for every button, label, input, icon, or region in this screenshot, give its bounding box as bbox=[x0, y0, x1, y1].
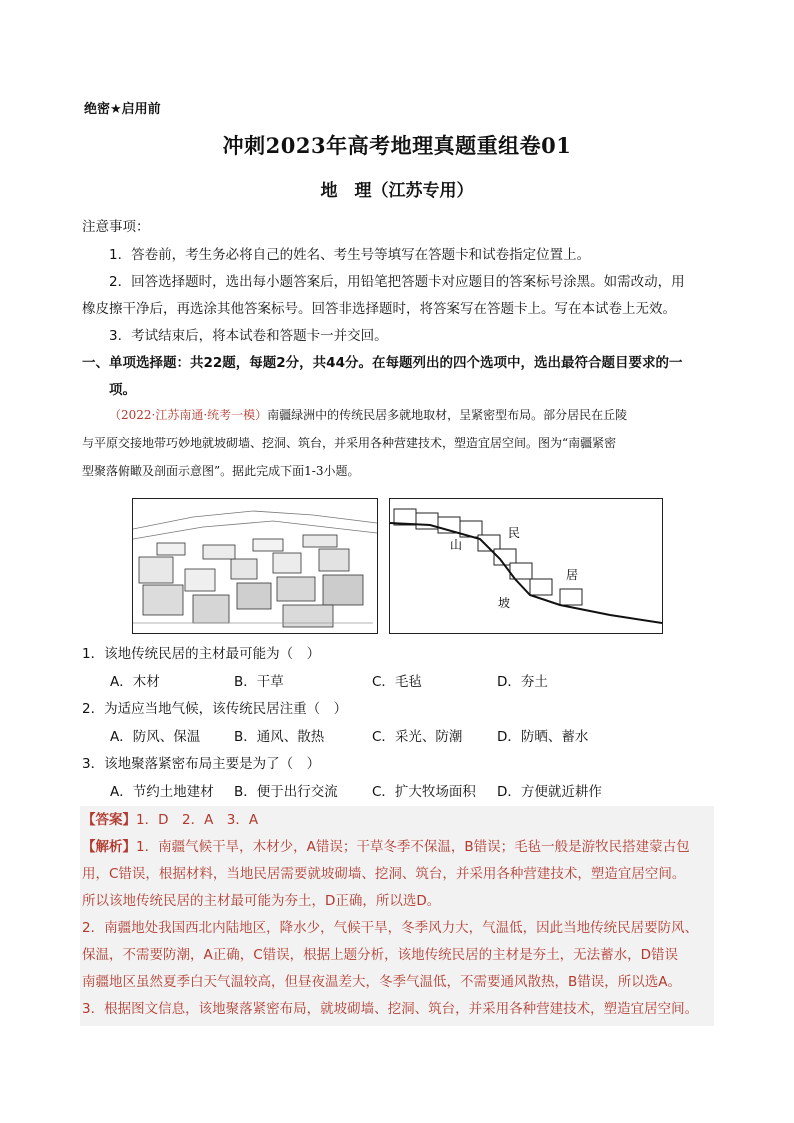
material-source: （2022·江苏南通·统考一模） bbox=[109, 408, 268, 422]
analysis-line bbox=[82, 833, 714, 861]
settlement-aerial-figure bbox=[132, 498, 378, 634]
question-2-option-c: C．采光、防潮 bbox=[372, 729, 463, 745]
question-1-option-a: A．木材 bbox=[110, 674, 160, 690]
analysis-line: 所以该地传统民居的主材最可能为夯土，D正确，所以选D。 bbox=[82, 893, 441, 909]
answer-text: 1．D 2．A 3．A bbox=[136, 812, 259, 828]
analysis-line: 3．根据图文信息，该地聚落紧密布局，就坡砌墙、挖洞、筑台，并采用各种营建技术，塑造宜居空间。 bbox=[82, 1001, 699, 1017]
material-text-1: 南疆绿洲中的传统民居多就地取材，呈紧密型布局。部分居民在丘陵 bbox=[267, 408, 628, 422]
analysis-line: 保温，不需要防潮，A正确，C错误，根据上题分析，该地传统民居的主材是夯土，无法蓄水，D错误 bbox=[82, 947, 679, 963]
notice-item: 1．答卷前，考生务必将自己的姓名、考生号等填写在答题卡和试卷指定位置上。 bbox=[109, 247, 591, 263]
question-3-option-c: C．扩大牧场面积 bbox=[372, 784, 476, 800]
question-1-option-c: C．毛毡 bbox=[372, 674, 422, 690]
notice-item-continued: 橡皮擦干净后，再选涂其他答案标号。回答非选择题时，将答案写在答题卡上。写在本试卷上无效。 bbox=[82, 301, 676, 317]
notice-item: 2．回答选择题时，选出每小题答案后，用铅笔把答题卡对应题目的答案标号涂黑。如需改动，用 bbox=[109, 274, 685, 290]
label-residence-1: 民 bbox=[508, 526, 521, 540]
section-heading-continued: 项。 bbox=[109, 382, 136, 398]
question-3-option-a: A．节约土地建材 bbox=[110, 784, 214, 800]
label-slope: 坡 bbox=[498, 596, 511, 610]
analysis-text: 1．南疆气候干旱，木材少，A错误；干草冬季不保温，B错误；毛毡一般是游牧民搭建蒙古包 bbox=[136, 839, 690, 855]
question-2-stem: 2．为适应当地气候，该传统民居注重（ ） bbox=[82, 701, 348, 717]
material-paragraph bbox=[82, 401, 718, 429]
question-2-option-b: B．通风、散热 bbox=[234, 729, 325, 745]
material-text-3: 型聚落俯瞰及剖面示意图”。据此完成下面1-3小题。 bbox=[82, 464, 360, 478]
question-3-option-b: B．便于出行交流 bbox=[234, 784, 338, 800]
question-3-stem: 3．该地聚落紧密布局主要是为了（ ） bbox=[82, 756, 321, 772]
question-2-option-d: D．防晒、蓄水 bbox=[497, 729, 589, 745]
notice-item: 3．考试结束后，将本试卷和答题卡一并交回。 bbox=[109, 328, 388, 344]
question-3-option-d: D．方便就近耕作 bbox=[497, 784, 602, 800]
settlement-section-figure bbox=[389, 498, 663, 634]
section-heading: 一、单项选择题：共22题，每题2分，共44分。在每题列出的四个选项中，选出最符合题目要求的一 bbox=[82, 355, 683, 371]
cross-section-diagram bbox=[390, 499, 662, 633]
question-1-option-b: B．干草 bbox=[234, 674, 284, 690]
analysis-line: 南疆地区虽然夏季白天气温较高，但昼夜温差大，冬季气温低，不需要通风散热，B错误，所以选A。 bbox=[82, 974, 681, 990]
analysis-line: 2．南疆地处我国西北内陆地区，降水少，气候干旱，冬季风力大，气温低，因此当地传统民居要防风、 bbox=[82, 920, 699, 936]
notice-heading: 注意事项： bbox=[82, 219, 150, 235]
question-1-stem: 1．该地传统民居的主材最可能为（ ） bbox=[82, 646, 321, 662]
aerial-sketch bbox=[133, 499, 377, 633]
answer-line bbox=[82, 806, 714, 834]
confidential-mark: 绝密★启用前 bbox=[84, 102, 161, 117]
paper-title: 冲刺2023年高考地理真题重组卷01 bbox=[222, 133, 572, 158]
answer-tag: 【答案】 bbox=[82, 812, 136, 828]
question-1-option-d: D．夯土 bbox=[497, 674, 548, 690]
analysis-line: 用，C错误，根据材料，当地民居需要就坡砌墙、挖洞、筑台，并采用各种营建技术，塑造宜居空间。 bbox=[82, 866, 686, 882]
material-text-2: 与平原交接地带巧妙地就坡砌墙、挖洞、筑台，并采用各种营建技术，塑造宜居空间。图为“南疆紧密 bbox=[82, 436, 617, 450]
label-residence-2: 居 bbox=[566, 568, 579, 582]
paper-subtitle: 地 理（江苏专用） bbox=[320, 181, 474, 201]
label-mountain: 山 bbox=[450, 538, 463, 552]
question-2-option-a: A．防风、保温 bbox=[110, 729, 201, 745]
analysis-tag: 【解析】 bbox=[82, 839, 136, 855]
